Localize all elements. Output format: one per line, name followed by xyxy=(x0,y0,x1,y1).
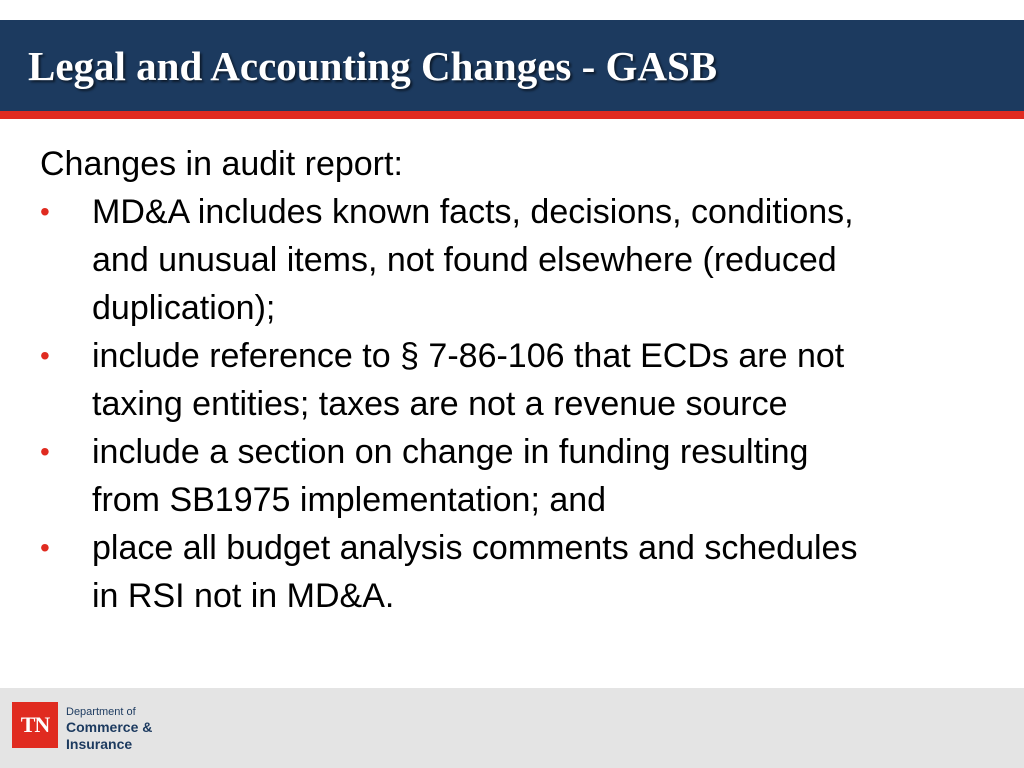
logo-department-of: Department of xyxy=(66,706,136,718)
bullet-line: place all budget analysis comments and schedules xyxy=(92,529,858,567)
tn-logo-icon: TN xyxy=(12,702,58,748)
bullet-item xyxy=(40,524,1000,620)
slide-title: Legal and Accounting Changes - GASB xyxy=(28,43,718,89)
department-logo xyxy=(12,702,172,754)
bullet-item xyxy=(40,188,1000,332)
bullet-icon: • xyxy=(40,196,50,227)
bullet-line: MD&A includes known facts, decisions, conditions, xyxy=(92,193,854,231)
logo-wordmark xyxy=(66,706,152,753)
footer-bar xyxy=(0,688,1024,768)
bullet-line: include reference to § 7-86-106 that ECDs are not xyxy=(92,337,845,375)
bullet-line: include a section on change in funding resulting xyxy=(92,433,809,471)
title-divider-stripe xyxy=(0,111,1024,119)
slide-body xyxy=(40,140,1000,620)
bullet-line: and unusual items, not found elsewhere (reduced xyxy=(92,241,837,279)
bullet-icon: • xyxy=(40,532,50,563)
title-bar xyxy=(0,20,1024,111)
bullet-line: in RSI not in MD&A. xyxy=(92,577,395,615)
bullet-icon: • xyxy=(40,340,50,371)
bullet-item xyxy=(40,428,1000,524)
logo-insurance: Insurance xyxy=(66,736,133,752)
bullet-line: taxing entities; taxes are not a revenue source xyxy=(92,385,788,423)
bullet-item xyxy=(40,332,1000,428)
intro-text: Changes in audit report: xyxy=(40,145,403,183)
bullet-line: duplication); xyxy=(92,289,276,327)
bullet-list xyxy=(40,188,1000,620)
bullet-icon: • xyxy=(40,436,50,467)
bullet-line: from SB1975 implementation; and xyxy=(92,481,607,519)
logo-commerce: Commerce & xyxy=(66,719,153,735)
